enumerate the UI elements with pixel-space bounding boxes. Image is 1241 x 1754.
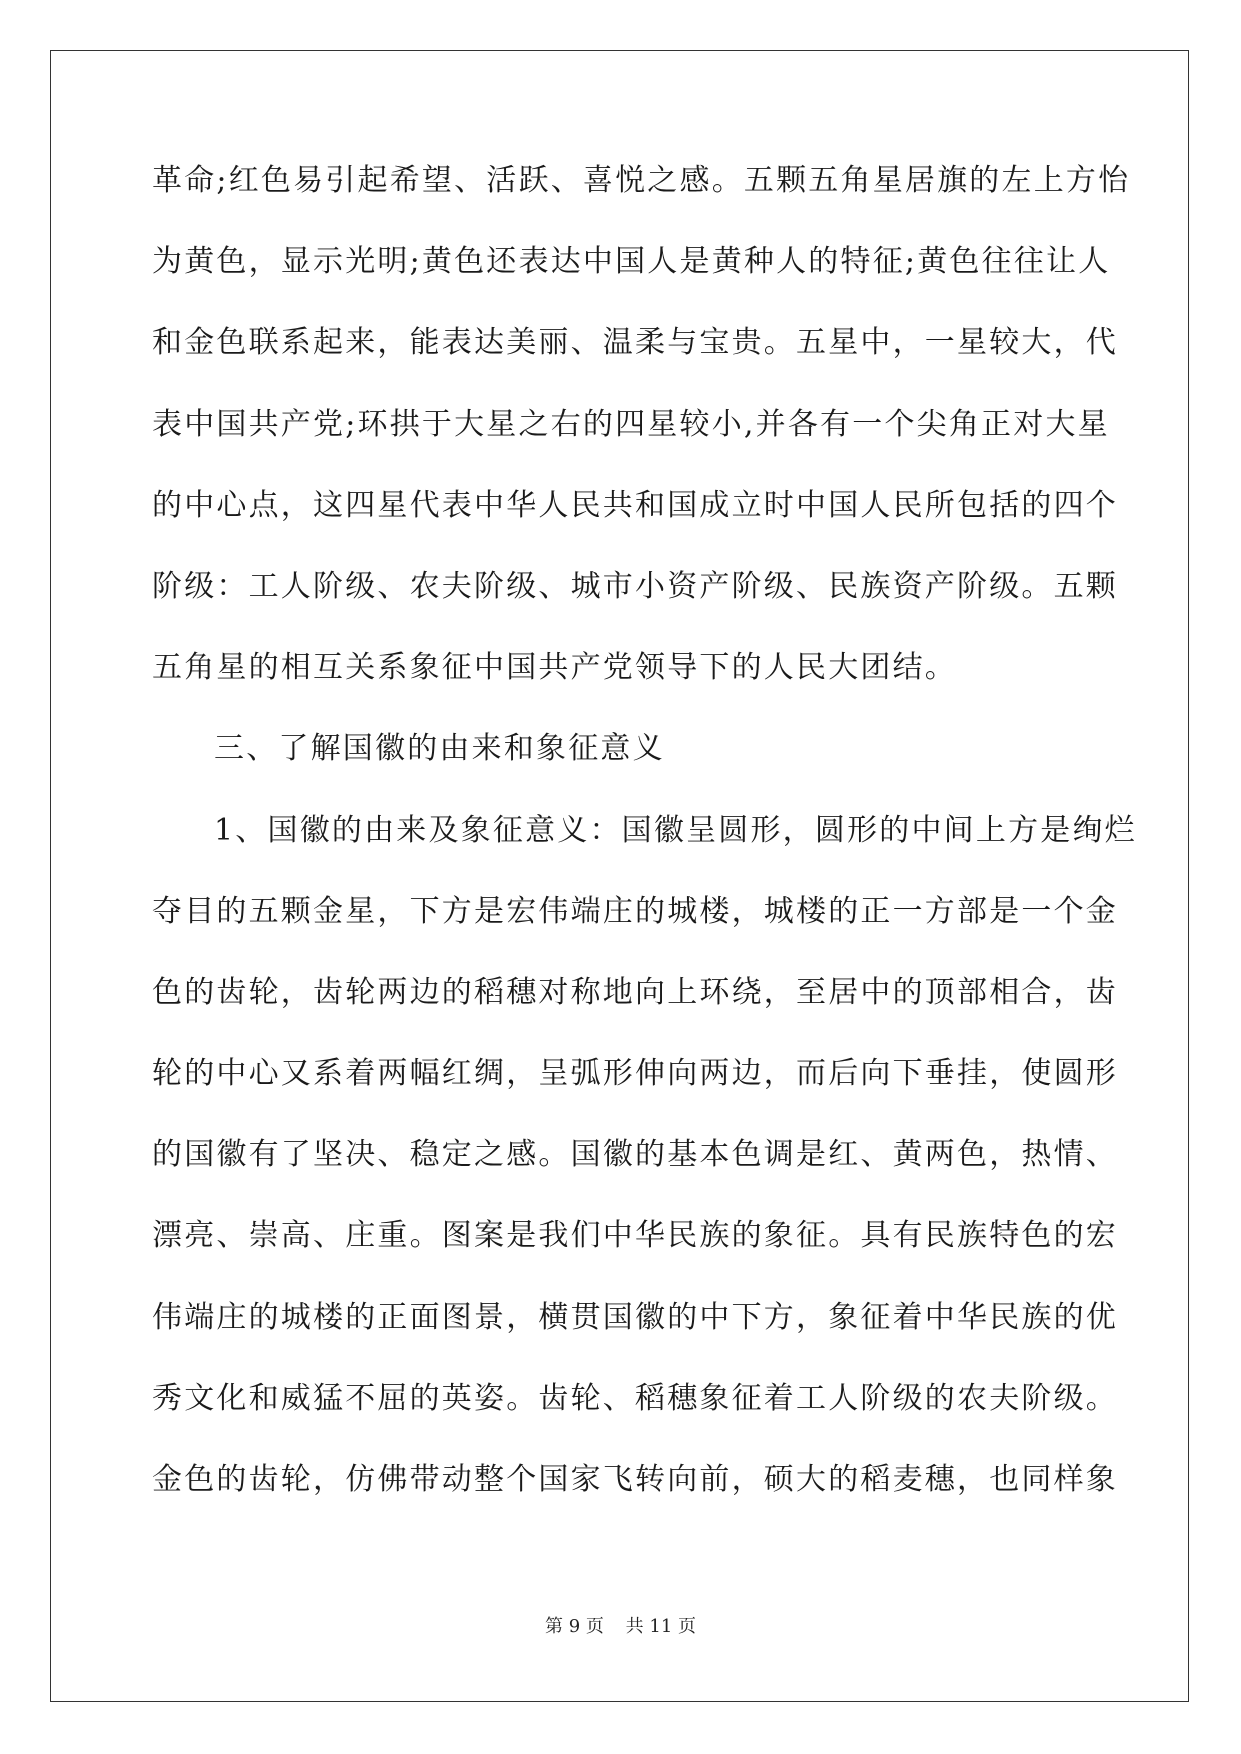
text-line: 色的齿轮，齿轮两边的稻穗对称地向上环绕，至居中的顶部相合，齿 [152, 974, 1118, 1010]
text-line: 漂亮、崇高、庄重。图案是我们中华民族的象征。具有民族特色的宏 [152, 1218, 1118, 1254]
text-line: 阶级：工人阶级、农夫阶级、城市小资产阶级、民族资产阶级。五颗 [152, 568, 1118, 604]
text-line: 夺目的五颗金星，下方是宏伟端庄的城楼，城楼的正一方部是一个金 [152, 893, 1118, 929]
text-line: 表中国共产党;环拱于大星之右的四星较小,并各有一个尖角正对大星 [152, 406, 1110, 442]
page-footer [0, 1616, 1241, 1638]
text-line: 和金色联系起来，能表达美丽、温柔与宝贵。五星中，一星较大，代 [152, 325, 1118, 361]
paragraph-first-line: 1、国徽的由来及象征意义：国徽呈圆形，圆形的中间上方是绚烂 [214, 812, 1137, 848]
text-line: 轮的中心又系着两幅红绸，呈弧形伸向两边，而后向下垂挂，使圆形 [152, 1056, 1118, 1092]
page-total: 共 11 页 [625, 1616, 696, 1637]
text-line: 革命;红色易引起希望、活跃、喜悦之感。五颗五角星居旗的左上方怡 [152, 163, 1131, 198]
text-line: 伟端庄的城楼的正面图景，横贯国徽的中下方，象征着中华民族的优 [152, 1299, 1118, 1335]
section-heading: 三、了解国徽的由来和象征意义 [214, 731, 665, 767]
text-line: 的中心点，这四星代表中华人民共和国成立时中国人民所包括的四个 [152, 487, 1118, 523]
text-line: 秀文化和威猛不屈的英姿。齿轮、稻穗象征着工人阶级的农夫阶级。 [152, 1380, 1118, 1416]
text-line: 金色的齿轮，仿佛带动整个国家飞转向前，硕大的稻麦穗，也同样象 [152, 1462, 1118, 1497]
page-number: 第 9 页 [545, 1616, 604, 1637]
document-body [152, 160, 1137, 1540]
text-line: 的国徽有了坚决、稳定之感。国徽的基本色调是红、黄两色，热情、 [152, 1137, 1118, 1173]
text-line: 五角星的相互关系象征中国共产党领导下的人民大团结。 [152, 650, 957, 686]
text-line: 为黄色，显示光明;黄色还表达中国人是黄种人的特征;黄色往往让人 [152, 244, 1111, 280]
